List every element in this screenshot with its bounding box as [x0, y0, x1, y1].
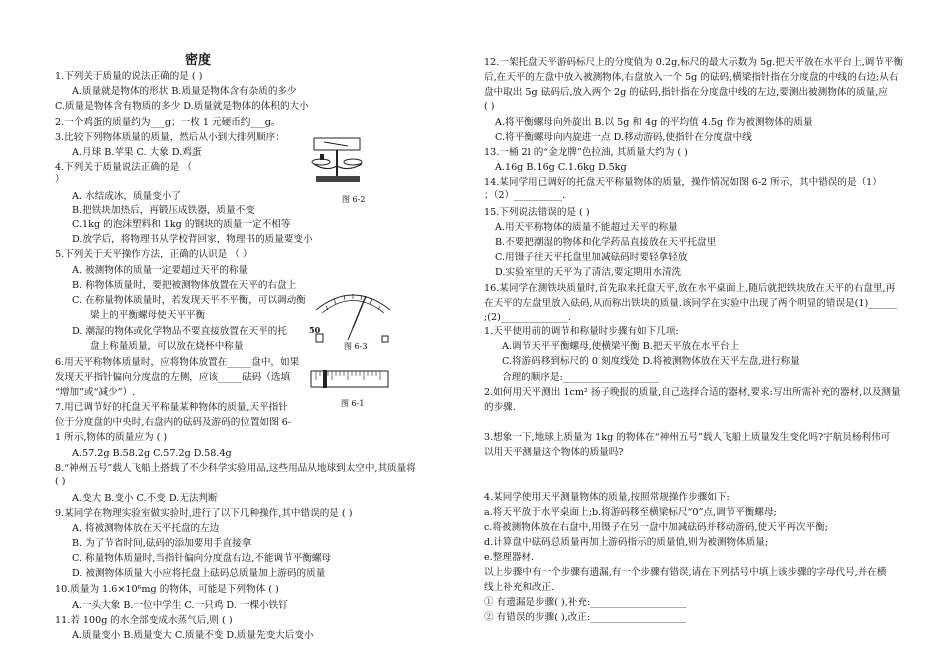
left-line: 1 所示,物体的质量应为 ( ) [55, 432, 168, 443]
scale-dial-figure [308, 280, 398, 350]
right-line: 盘中取出 5g 砝码后,放入两个 2g 的砝码,指针指在分度盘中线的左边,要测出被测物体的质量,应 [484, 87, 888, 98]
right-line: 16.某同学在测铁块质量时,首先取来托盘天平,放在水平桌面上,随后就把铁块放在天平的右盘里,再 [484, 283, 896, 294]
right-line: ;(2)______________. [484, 312, 572, 323]
left-line: 4.下列关于质量说法正确的是 （ [55, 162, 192, 173]
figure-caption-6-2: 图 6-2 [342, 195, 366, 204]
left-line: 11.若 100g 的水全部变成水蒸气后,则 ( ) [55, 615, 233, 626]
right-line: C.将平衡螺母向内旋进一点 D.移动游码,使指针在分度盘中线 [495, 132, 752, 143]
left-line: A. 水结成冰，质量变小了 [72, 191, 181, 202]
right-line: A.用天平称物体的质量不能超过天平的称量 [495, 222, 678, 233]
right-line: e.整理器材. [484, 552, 535, 563]
right-line: B.不要把潮湿的物体和化学药品直接放在天平托盘里 [495, 237, 717, 248]
left-line: 5.下列关于天平操作方法，正确的认识是 （ ） [55, 249, 253, 260]
right-line: 以上步骤中有一个步骤有遗漏,有一个步骤有错误,请在下列括号中填上该步骤的字母代号,并在横 [484, 567, 887, 578]
right-line: 12.一架托盘天平游码标尺上的分度值为 0.2g,标尺的最大示数为 5g.把天平放在水平台上,调节平衡 [484, 57, 904, 68]
right-line: A.将平衡螺母向外旋出 B.以 5g 和 4g 的平均值 4.5g 作为被测物体的质量 [495, 117, 813, 128]
left-line: C.1kg 的泡沫塑料和 1kg 的钢块的质量一定不相等 [72, 219, 291, 230]
left-line: 10.质量为 1.6×10⁶mg 的物体，可能是下列物体 ( ) [55, 584, 279, 595]
left-line: D.放学后，将物理书从学校背回家，物理书的质量要变小 [72, 234, 313, 245]
rider-ruler-figure [310, 368, 390, 390]
left-line: 2.一个鸡蛋的质量约为___g；一枚 1 元硬币约___g。 [55, 117, 281, 128]
left-line: D. 潮湿的物体或化学物品不要直接放置在天平的托 [72, 326, 287, 337]
left-line: 3.比较下列物体质量的质量，然后从小到大排列顺序： [55, 132, 285, 143]
right-line: 线上补充和改正. [484, 582, 555, 593]
left-line: B.把铁块加热后，再锻压成铁器，质量不变 [72, 205, 255, 216]
balance-figure [308, 132, 368, 194]
left-line: D. 被测物体质量大小应将托盘上砝码总质量加上游码的质量 [72, 568, 326, 579]
right-line: ② 有错误的步骤( ),改正:____________________ [484, 612, 687, 623]
left-line: 1.下列关于质量的说法正确的是 ( ) [55, 71, 203, 82]
left-line: 9.某同学在物理实验室做实验时,进行了以下几种操作,其中错误的是 ( ) [55, 508, 353, 519]
right-line: D.实验室里的天平为了清洁,要定期用水清洗 [495, 267, 682, 278]
right-line: 15.下列说法错误的是 ( ) [484, 207, 590, 218]
right-line: d.计算盘中砝码总质量再加上游码指示的质量值,则为被测物体质量; [484, 537, 769, 548]
right-line: ( ) [484, 101, 495, 112]
left-line: A.质量变小 B.质量变大 C.质量不变 D.质量先变大后变小 [72, 630, 314, 641]
left-line: A.57.2g B.58.2g C.57.2g D.58.4g [72, 448, 232, 459]
left-line: B. 为了节省时间,砝码的添加要用手直接拿 [72, 538, 252, 549]
left-line: 8.“神州五号”载人飞船上搭载了不少科学实验用品,这些用品从地球到太空中,其质量将 [55, 463, 416, 474]
right-line: c.将被测物体放在右盘中,用镊子在另一盘中加减砝码并移动游码,使天平再次平衡; [484, 522, 828, 533]
left-line: ( ) [55, 476, 66, 487]
right-line: ；（2）__________. [484, 190, 566, 201]
right-line: A.16g B.16g C.1.6kg D.5kg [495, 162, 627, 173]
figure-caption-6-1: 图 6-1 [341, 399, 365, 408]
left-line: C. 在称量物体质量时，若发现天平不平衡，可以调动衡 [72, 295, 306, 306]
right-line: 2.如何用天平测出 1cm² 扬子晚报的质量,自己选择合适的器材,要求:写出所需补充的器材,以及测量 [484, 387, 901, 398]
right-line: 1.天平使用前的调节和称量时步骤有如下几项: [484, 326, 679, 337]
left-line: A.月球 B.苹果 C. 大象 D.鸡蛋 [72, 147, 202, 158]
right-line: 后,在天平的左盘中放入被测物体,右盘放入一个 5g 的砝码,横梁指针指在分度盘的中线的右边;从右 [484, 72, 899, 83]
scale-label: 50 [309, 325, 321, 335]
left-line: B. 称物体质量时，要把被测物体放置在天平的右盘上 [72, 280, 297, 291]
right-line: a.将天平放于水平桌面上;b.将游码移至横梁标尺“0”点,调节平衡螺母; [484, 507, 777, 518]
left-line: 梁上的平衡螺母使天平平衡 [90, 310, 206, 321]
left-line: C. 称量物体质量时,当指针偏向分度盘右边,不能调节平衡螺母 [72, 553, 332, 564]
left-line: A.变大 B.变小 C.不变 D.无法判断 [72, 493, 218, 504]
page-title: 密度 [185, 53, 212, 68]
right-line: C.将游码移到标尺的 0 刻度线处 D.将被测物体放在天平左盘,进行称量 [502, 356, 800, 367]
left-line: A.质量就是物体的形状 B.质量是物体含有杂质的多少 [72, 86, 297, 97]
left-line: ） [55, 174, 65, 185]
right-line: C.用镊子往天平托盘里加减砝码时要轻拿轻放 [495, 252, 688, 263]
right-line: 4.某同学使用天平测量物体的质量,按照常规操作步骤如下: [484, 492, 730, 503]
right-line: A.调节天平平衡螺母,使横梁平衡 B.把天平放在水平台上 [502, 341, 740, 352]
left-line: A. 将被测物体放在天平托盘的左边 [72, 523, 220, 534]
right-line: 合理的顺序是:____________________ [502, 372, 659, 383]
left-line: 盘上称量质量，可以放在烧杯中称量 [90, 341, 244, 352]
left-line: “增加”或“减少”）. [55, 387, 136, 398]
right-line: ① 有遗漏是步骤( ),补充:____________________ [484, 597, 687, 608]
right-line: 以用天平测量这个物体的质量吗? [484, 447, 624, 458]
left-line: 6.用天平称物体质量时，应将物体放置在_____盘中，如果 [55, 357, 300, 368]
left-line: A. 被测物体的质量一定要超过天平的称量 [72, 265, 249, 276]
left-line: 发现天平指针偏向分度盘的左侧，应该_____砝码（选填 [55, 372, 291, 383]
figure-caption-6-3: 图 6-3 [344, 342, 368, 351]
left-line: A.一头大象 B.一位中学生 C.一只鸡 D. 一棵小铁钉 [72, 600, 288, 611]
left-line: 7.用已调节好的托盘天平称量某种物体的质量,天平指针 [55, 402, 288, 413]
right-line: 在天平的左盘里放入砝码,从而称出铁块的质量.该同学在实验中出现了两个明显的错误是(1)______ [484, 298, 898, 309]
right-line: 13.一桶 2l 的“金龙牌”色拉油, 其质量大约为 ( ) [484, 147, 688, 158]
left-line: 位于分度盘的中央时,右盘内的砝码及游码的位置如图 6- [55, 417, 292, 428]
right-line: 3.想象一下,地球上质量为 1kg 的物体在“神州五号”载人飞船上质量发生变化吗?宇航员杨利伟可 [484, 432, 891, 443]
right-line: 14.某同学用已调好的托盘天平称量物体的质量，操作情况如图 6-2 所示，其中错误的是（1） [484, 177, 882, 188]
left-line: C.质量是物体含有物质的多少 D.质量就是物体的体积的大小 [55, 101, 309, 112]
right-line: 的步骤. [484, 402, 516, 413]
